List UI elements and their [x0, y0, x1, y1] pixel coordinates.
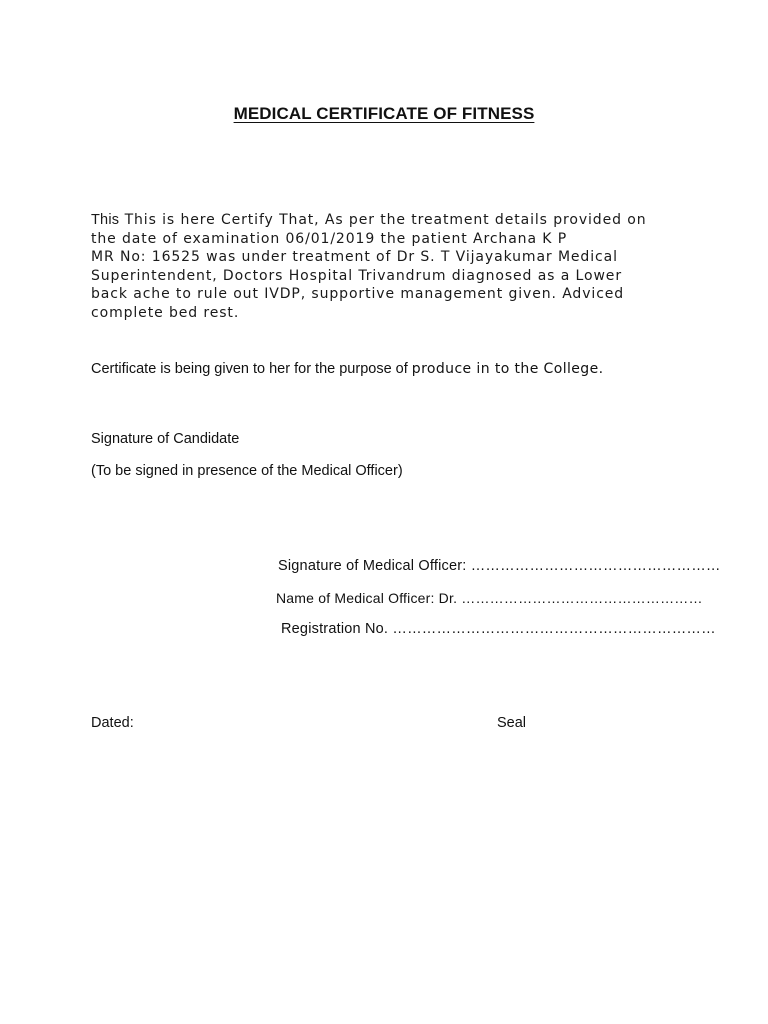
dated-label: Dated: — [91, 715, 134, 731]
body-line-5: back ache to rule out IVDP, supportive management given. Adviced — [91, 286, 625, 303]
body-line-1 — [91, 211, 691, 230]
seal-label: Seal — [497, 715, 527, 731]
candidate-signature-label: Signature of Candidate — [91, 431, 240, 447]
body-line-1-text: This is here Certify That, As per the treatment details provided on — [124, 212, 647, 228]
purpose-end: produce in to the College. — [411, 361, 604, 377]
body-line-6: complete bed rest. — [91, 304, 240, 321]
body-line-4: Superintendent, Doctors Hospital Trivandrum diagnosed as a Lower — [91, 267, 622, 284]
candidate-signature-note: (To be signed in presence of the Medical Officer) — [91, 463, 403, 479]
purpose-statement — [91, 361, 603, 377]
body-line-3: MR No: 16525 was under treatment of Dr S. T Vijayakumar Medical — [91, 249, 618, 266]
body-lead-word: This — [91, 212, 120, 228]
officer-signature-line: Signature of Medical Officer: …………………………………………… — [278, 558, 721, 574]
officer-name-line: Name of Medical Officer: Dr. …………………………………………… — [276, 590, 703, 606]
purpose-start: Certificate is being given to her for the purpose of — [91, 361, 408, 377]
certificate-body — [91, 211, 691, 323]
certificate-title: MEDICAL CERTIFICATE OF FITNESS — [233, 104, 535, 123]
registration-line: Registration No. ………………………………………………………… — [281, 621, 716, 637]
body-line-2: the date of examination 06/01/2019 the patient Archana K P — [91, 230, 568, 247]
